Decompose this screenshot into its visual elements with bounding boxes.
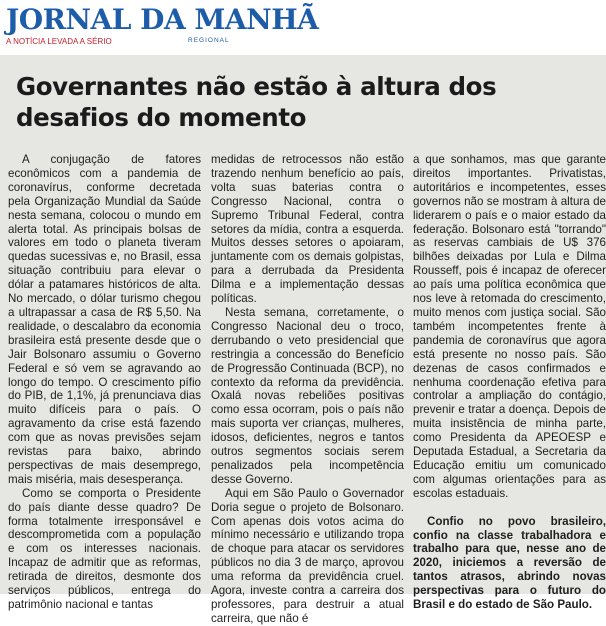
newspaper-tagline: A NOTÍCIA LEVADA A SÉRIO xyxy=(6,37,112,46)
newspaper-clipping xyxy=(0,55,606,625)
newspaper-edition-label: REGIONAL xyxy=(188,37,230,44)
article-column-1 xyxy=(8,153,201,612)
article-headline: Governantes não estão à altura dos desafios do momento xyxy=(16,72,497,132)
newspaper-masthead xyxy=(0,0,606,50)
article-paragraph: medidas de retrocessos não estão trazendo nenhum benefício ao país, volta suas baterias contra o Congresso Nacional, contra o Supremo Tribunal Federal, contra setores da mídia, contra a esquerda. Muitos desses setores o apoiaram, juntamente com os demais golpistas, para a derrubada da Presidenta Dilma e a implementação dessas políticas. xyxy=(211,153,404,306)
article-paragraph: Como se comporta o Presidente do país diante desse quadro? De forma totalmente irresponsável e descomprometida com a população e com os interesses nacionais. Incapaz de admitir que as reformas, retirada de direitos, desmonte dos serviços públicos, entrega do patrimônio nacional e tantas xyxy=(8,486,201,611)
article-paragraph: a que sonhamos, mas que garante direitos importantes. Privatistas, autoritários e incompetentes, esses governos não se mostram à altura de liderarem o país e o maior estado da federação. Bolsonaro está "torrando" as reservas cambiais de U$ 376 bilhões deixadas por Lula e Dilma Rousseff, pois é incapaz de oferecer ao país uma política econômica que nos leve à retomada do crescimento, muito menos com justiça social. São também incompetentes frente à pandemia de coronavírus que agora está presente no nosso país. São dezenas de casos confirmados e nenhuma coordenação efetiva para controlar a ampliação do contágio, prevenir e tratar a doença. Depois de muita insistência de minha parte, como Presidenta da APEOESP e Deputada Estadual, a Secretaria da Educação emitiu um comunicado com algumas orientações para as escolas estaduais. xyxy=(413,153,606,500)
article-column-3 xyxy=(413,153,606,612)
article-paragraph: Aqui em São Paulo o Governador Doria segue o projeto de Bolsonaro. Com apenas dois votos acima do mínimo necessário e utilizando tropa de choque para atacar os servidores públicos no dia 3 de março, aprovou uma reforma da previdência cruel. Agora, investe contra a carreira dos professores, para destruir a atual carreira, que não é xyxy=(211,486,404,625)
article-paragraph: Nesta semana, corretamente, o Congresso Nacional deu o troco, derrubando o veto presidencial que restringia a concessão do Benefício de Progressão Continuada (BCP), no contexto da reforma da previdência. Oxalá novas rebeliões positivas como essa ocorram, pois o país não mais suporta ver crianças, mulheres, idosos, deficientes, negros e tantos outros segmentos sociais serem penalizados pela incompetência desse Governo. xyxy=(211,305,404,486)
newspaper-logo-title: JORNAL DA MANHÃ xyxy=(6,3,319,36)
article-closing-paragraph: Confio no povo brasileiro, confio na classe trabalhadora e trabalho para que, nesse ano de 2020, iniciemos a reversão de tantos atrasos, abrindo novas perspectivas para o futuro do Brasil e do estado de São Paulo. xyxy=(413,514,606,612)
article-column-2 xyxy=(211,153,404,626)
article-paragraph: A conjugação de fatores econômicos com a pandemia de coronavírus, conforme decretada pela Organização Mundial da Saúde nesta semana, colocou o mundo em alerta total. As principais bolsas de valores em todo o planeta tiveram quedas sucessivas e, no Brasil, essa situação contribuiu para elevar o dólar a patamares históricos de alta. No mercado, o dólar turismo chegou a ultrapassar a casa de R$ 5,50. Na realidade, o descalabro da economia brasileira está presente desde que o Jair Bolsonaro assumiu o Governo Federal e só vem se agravando ao longo do tempo. O crescimento pífio do PIB, de 1,1%, já prenunciava dias muito difíceis para o país. O agravamento da crise está fazendo com que as novas previsões sejam revistas para baixo, abrindo perspectivas de mais desemprego, mais miséria, mais desesperança. xyxy=(8,153,201,486)
